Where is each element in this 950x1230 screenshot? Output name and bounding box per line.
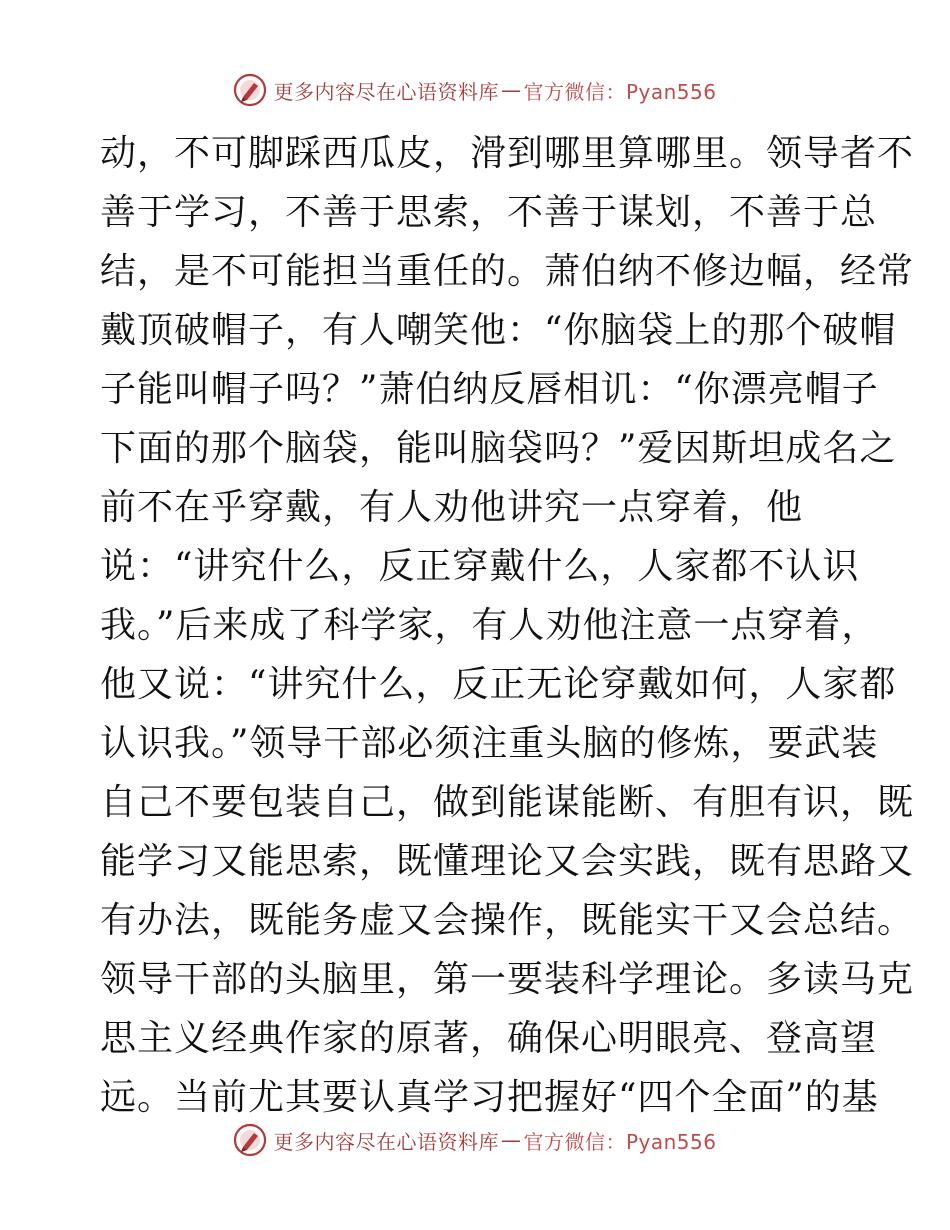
header-wechat-text: 官方微信：Pyan556: [523, 79, 717, 104]
body-line-16: 思主义经典作家的原著，确保心明眼亮、登高望: [100, 1018, 878, 1059]
body-line-4: 戴顶破帽子，有人嘲笑他：“你脑袋上的那个破帽: [100, 310, 897, 351]
body-line-6: 下面的那个脑袋，能叫脑袋吗？”爱因斯坦成名之: [100, 428, 897, 469]
body-line-5: 子能叫帽子吗？”萧伯纳反唇相讥：“你漂亮帽子: [100, 369, 879, 410]
body-line-17: 远。当前尤其要认真学习把握好“四个全面”的基: [100, 1077, 879, 1118]
body-line-15: 领导干部的头脑里，第一要装科学理论。多读马克: [100, 959, 915, 1000]
body-line-7: 前不在乎穿戴，有人劝他讲究一点穿着，他: [100, 487, 804, 528]
pen-logo-icon: [233, 1123, 267, 1157]
pen-logo-icon: [233, 73, 267, 107]
body-line-9: 我。”后来成了科学家，有人劝他注意一点穿着，: [100, 605, 879, 646]
footer-wechat-text: 官方微信：Pyan556: [523, 1129, 717, 1154]
body-line-2: 善于学习，不善于思索，不善于谋划，不善于总: [100, 192, 878, 233]
body-line-12: 自己不要包装自己，做到能谋能断、有胆有识，既: [100, 782, 915, 823]
footer-site-text: 更多内容尽在心语资料库: [273, 1129, 499, 1154]
body-line-14: 有办法，既能务虚又会操作，既能实干又会总结。: [100, 900, 915, 941]
document-body: [100, 124, 915, 1127]
footer-banner: [0, 1120, 950, 1160]
body-line-13: 能学习又能思索，既懂理论又会实践，既有思路又: [100, 841, 915, 882]
header-site-text: 更多内容尽在心语资料库: [273, 79, 499, 104]
body-line-10: 他又说：“讲究什么，反正无论穿戴如何，人家都: [100, 664, 897, 705]
body-line-3: 结，是不可能担当重任的。萧伯纳不修边幅，经常: [100, 251, 915, 292]
body-line-8: 说：“讲究什么，反正穿戴什么，人家都不认识: [100, 546, 860, 587]
footer-separator: —: [500, 1128, 522, 1152]
header-banner: [0, 70, 950, 110]
body-line-11: 认识我。”领导干部必须注重头脑的修炼，要武装: [100, 723, 879, 764]
body-line-1: 动，不可脚踩西瓜皮，滑到哪里算哪里。领导者不: [100, 133, 915, 174]
header-separator: —: [500, 78, 522, 102]
